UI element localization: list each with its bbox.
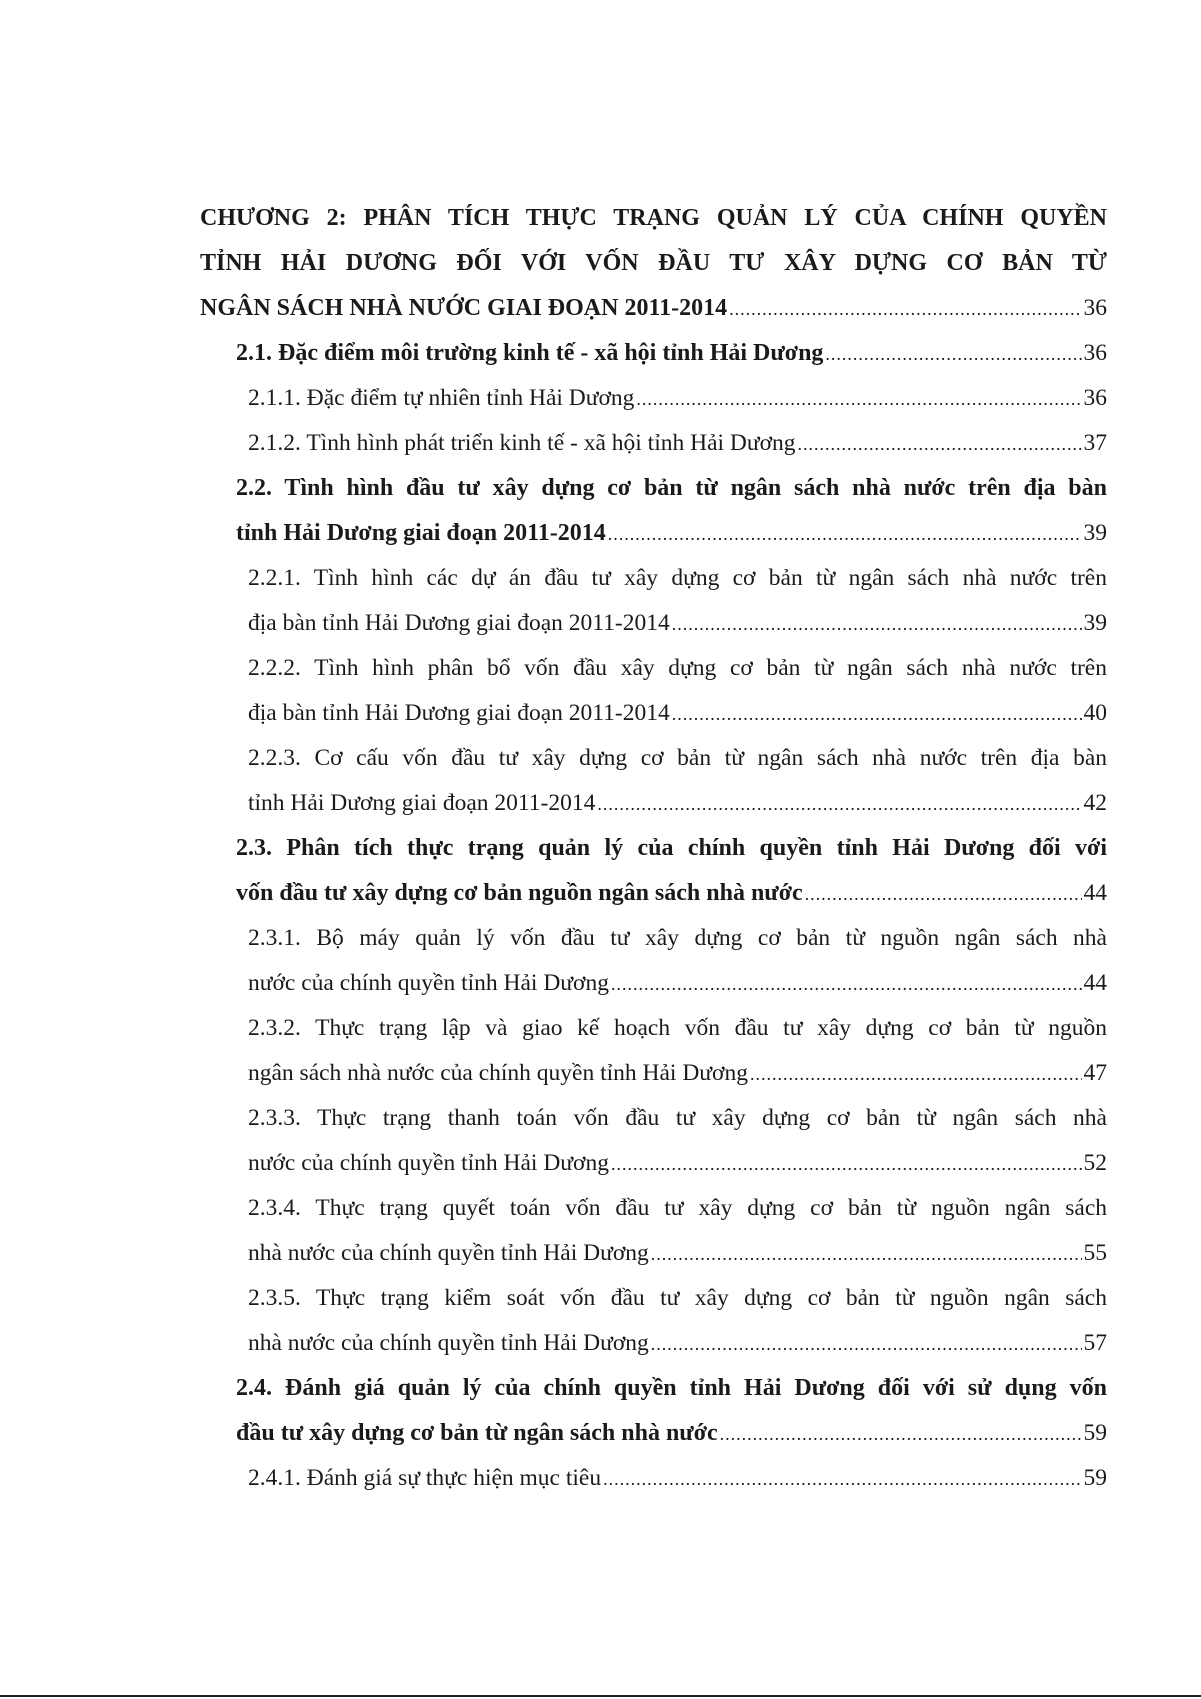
toc-page-number: 36	[1083, 295, 1107, 321]
toc-page-number: 36	[1083, 385, 1107, 411]
toc-entry-title: ngân sách nhà nước của chính quyền tỉnh Hải Dương	[248, 1060, 748, 1086]
toc-page-number: 55	[1083, 1240, 1107, 1266]
toc-entry-line	[200, 1231, 1107, 1276]
dot-leader	[611, 1142, 1082, 1186]
toc-page-number: 37	[1083, 430, 1107, 456]
toc-entry-title: địa bàn tỉnh Hải Dương giai đoạn 2011-2014	[248, 700, 670, 726]
dot-leader	[636, 377, 1081, 421]
toc-entry-line: 2.2. Tình hình đầu tư xây dựng cơ bản từ ngân sách nhà nước trên địa bàn	[236, 475, 1107, 501]
toc-entry-title: 2.1. Đặc điểm môi trường kinh tế - xã hội tỉnh Hải Dương	[236, 340, 824, 366]
toc-entry-line	[200, 286, 1107, 331]
toc-entry[interactable]	[200, 556, 1107, 646]
toc-entry-line	[200, 1456, 1107, 1501]
toc-entry-line: 2.3.3. Thực trạng thanh toán vốn đầu tư xây dựng cơ bản từ ngân sách nhà	[248, 1105, 1107, 1131]
dot-leader	[750, 1052, 1082, 1096]
toc-entry-line	[200, 871, 1107, 916]
toc-entry-title: địa bàn tỉnh Hải Dương giai đoạn 2011-2014	[248, 610, 670, 636]
dot-leader	[608, 512, 1082, 556]
dot-leader	[603, 1457, 1081, 1501]
toc-entry[interactable]	[200, 466, 1107, 556]
toc-page-number: 44	[1083, 970, 1107, 996]
toc-page-number: 42	[1083, 790, 1107, 816]
toc-page-number: 59	[1083, 1420, 1107, 1446]
toc-entry[interactable]	[200, 196, 1107, 331]
toc-page-number: 57	[1083, 1330, 1107, 1356]
toc-entry[interactable]	[200, 1006, 1107, 1096]
toc-entry-line: TỈNH HẢI DƯƠNG ĐỐI VỚI VỐN ĐẦU TƯ XÂY DỰNG CƠ BẢN TỪ	[200, 250, 1107, 276]
toc-entry-line: 2.3.4. Thực trạng quyết toán vốn đầu tư xây dựng cơ bản từ nguồn ngân sách	[248, 1195, 1107, 1221]
toc-page-number: 39	[1083, 520, 1107, 546]
toc-entry-title: nhà nước của chính quyền tỉnh Hải Dương	[248, 1330, 649, 1356]
dot-leader	[805, 872, 1082, 916]
toc-entry[interactable]	[200, 1456, 1107, 1501]
toc-entry-title: 2.1.1. Đặc điểm tự nhiên tỉnh Hải Dương	[248, 385, 635, 411]
toc-page-number: 47	[1083, 1060, 1107, 1086]
toc-entry[interactable]	[200, 826, 1107, 916]
toc-entry[interactable]	[200, 1276, 1107, 1366]
toc-entry-title: vốn đầu tư xây dựng cơ bản nguồn ngân sách nhà nước	[236, 880, 803, 906]
dot-leader	[720, 1412, 1082, 1456]
bottom-rule	[0, 1695, 1201, 1697]
toc-entry-title: tỉnh Hải Dương giai đoạn 2011-2014	[248, 790, 596, 816]
toc-entry[interactable]	[200, 1366, 1107, 1456]
toc-entry-line: 2.2.1. Tình hình các dự án đầu tư xây dựng cơ bản từ ngân sách nhà nước trên	[248, 565, 1107, 591]
toc-entry-line	[200, 1141, 1107, 1186]
toc-entry-title: 2.4.1. Đánh giá sự thực hiện mục tiêu	[248, 1465, 602, 1491]
toc-entry-line: CHƯƠNG 2: PHÂN TÍCH THỰC TRẠNG QUẢN LÝ CỦA CHÍNH QUYỀN	[200, 205, 1107, 231]
toc-page-number: 52	[1083, 1150, 1107, 1176]
toc-page-number: 39	[1083, 610, 1107, 636]
toc-entry[interactable]	[200, 1096, 1107, 1186]
toc-page-number: 59	[1083, 1465, 1107, 1491]
toc-entry-line	[200, 961, 1107, 1006]
toc-entry-line: 2.3.2. Thực trạng lập và giao kế hoạch vốn đầu tư xây dựng cơ bản từ nguồn	[248, 1015, 1107, 1041]
toc-entry-title: tỉnh Hải Dương giai đoạn 2011-2014	[236, 520, 606, 546]
toc-entry[interactable]	[200, 421, 1107, 466]
toc-entry-line	[200, 1411, 1107, 1456]
toc-entry-title: nước của chính quyền tỉnh Hải Dương	[248, 1150, 609, 1176]
toc-entry[interactable]	[200, 1186, 1107, 1276]
toc-entry-line: 2.3.1. Bộ máy quản lý vốn đầu tư xây dựng cơ bản từ nguồn ngân sách nhà	[248, 925, 1107, 951]
dot-leader	[672, 692, 1082, 736]
toc-entry-title: nhà nước của chính quyền tỉnh Hải Dương	[248, 1240, 649, 1266]
toc-entry-line	[200, 421, 1107, 466]
toc-entry-line	[200, 376, 1107, 421]
toc-entry-line: 2.2.2. Tình hình phân bổ vốn đầu xây dựng cơ bản từ ngân sách nhà nước trên	[248, 655, 1107, 681]
toc-entry[interactable]	[200, 331, 1107, 376]
dot-leader	[729, 287, 1081, 331]
toc-entry-title: nước của chính quyền tỉnh Hải Dương	[248, 970, 609, 996]
toc-entry-line	[200, 1051, 1107, 1096]
toc-page-number: 40	[1083, 700, 1107, 726]
dot-leader	[597, 782, 1081, 826]
toc-entry-title: 2.1.2. Tình hình phát triển kinh tế - xã hội tỉnh Hải Dương	[248, 430, 796, 456]
toc-entry-line	[200, 601, 1107, 646]
toc-entry-line	[200, 691, 1107, 736]
toc-entry[interactable]	[200, 916, 1107, 1006]
dot-leader	[651, 1322, 1082, 1366]
toc-entry-title: đầu tư xây dựng cơ bản từ ngân sách nhà nước	[236, 1420, 718, 1446]
toc-entry-title: NGÂN SÁCH NHÀ NƯỚC GIAI ĐOẠN 2011-2014	[200, 295, 728, 321]
toc-entry-line	[200, 1321, 1107, 1366]
toc-entry-line: 2.2.3. Cơ cấu vốn đầu tư xây dựng cơ bản từ ngân sách nhà nước trên địa bàn	[248, 745, 1107, 771]
toc-page-number: 36	[1083, 340, 1107, 366]
dot-leader	[825, 332, 1081, 376]
toc-entry[interactable]	[200, 646, 1107, 736]
toc-entry-line: 2.3. Phân tích thực trạng quản lý của chính quyền tỉnh Hải Dương đối với	[236, 835, 1107, 861]
dot-leader	[651, 1232, 1082, 1276]
toc-entry-line: 2.4. Đánh giá quản lý của chính quyền tỉnh Hải Dương đối với sử dụng vốn	[236, 1375, 1107, 1401]
dot-leader	[798, 422, 1082, 466]
toc-entry-line	[200, 781, 1107, 826]
toc-entry[interactable]	[200, 376, 1107, 421]
table-of-contents	[200, 196, 1107, 1501]
dot-leader	[672, 602, 1082, 646]
toc-entry-line	[200, 331, 1107, 376]
toc-entry[interactable]	[200, 736, 1107, 826]
dot-leader	[611, 962, 1082, 1006]
toc-page-number: 44	[1083, 880, 1107, 906]
toc-entry-line: 2.3.5. Thực trạng kiểm soát vốn đầu tư xây dựng cơ bản từ nguồn ngân sách	[248, 1285, 1107, 1311]
toc-entry-line	[200, 511, 1107, 556]
